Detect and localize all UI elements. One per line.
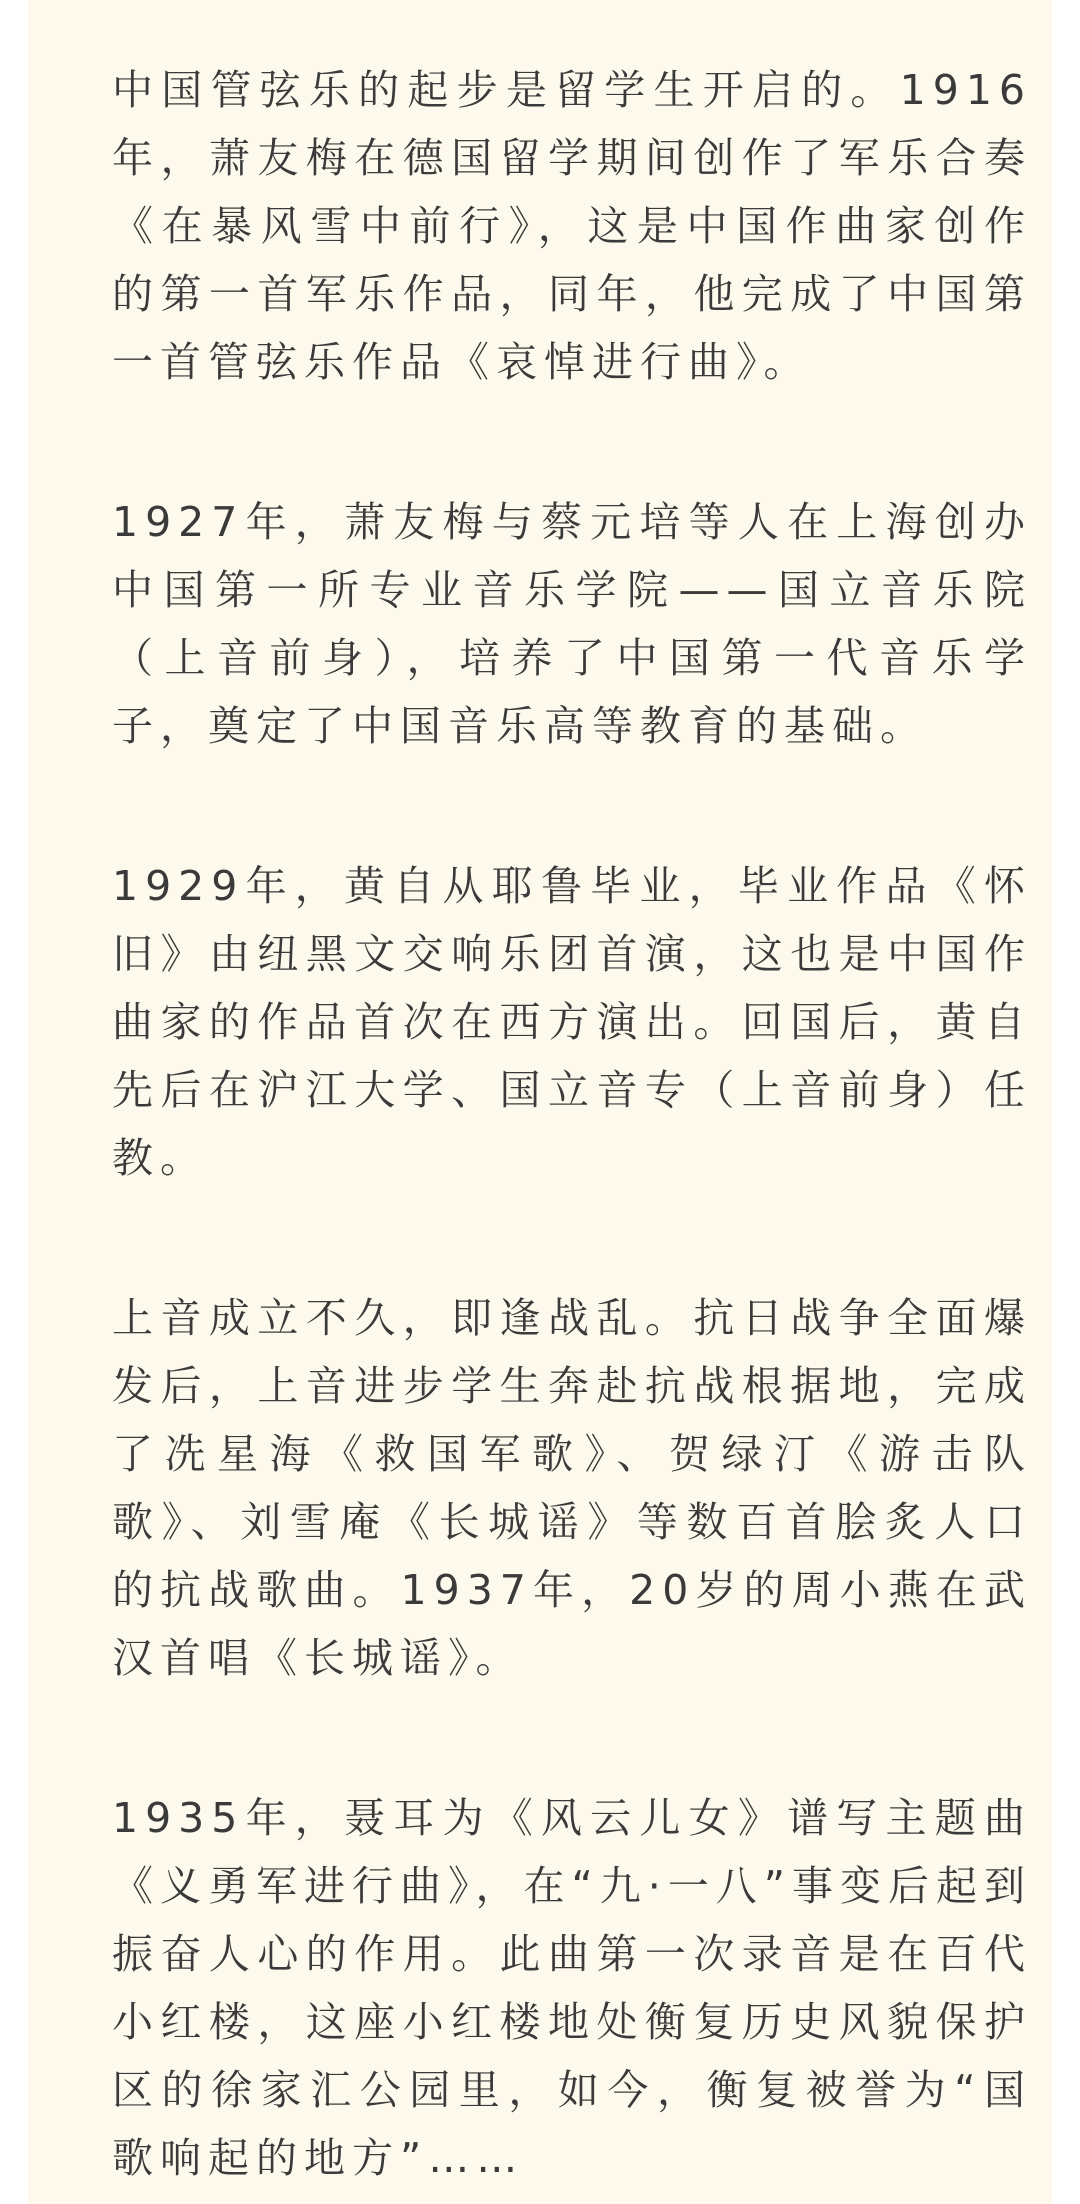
paragraph-1: 中国管弦乐的起步是留学生开启的。1916年，萧友梅在德国留学期间创作了军乐合奏《在暴风雪中前行》，这是中国作曲家创作的第一首军乐作品，同年，他完成了中国第一首管弦乐作品《哀悼进行曲》。 [112,66,1032,386]
paragraph-3: 1929年，黄自从耶鲁毕业，毕业作品《怀旧》由纽黑文交响乐团首演，这也是中国作曲家的作品首次在西方演出。回国后，黄自先后在沪江大学、国立音专（上音前身）任教。 [112,862,1032,1182]
paragraph-5: 1935年，聂耳为《风云儿女》谱写主题曲《义勇军进行曲》，在“九·一八”事变后起到振奋人心的作用。此曲第一次录音是在百代小红楼，这座小红楼地处衡复历史风貌保护区的徐家汇公园里，如今，衡复被誉为“国歌响起的地方”…… [112,1794,1033,2182]
article-body [112,56,1032,2192]
paragraph-2: 1927年，萧友梅与蔡元培等人在上海创办中国第一所专业音乐学院——国立音乐院（上音前身），培养了中国第一代音乐学子，奠定了中国音乐高等教育的基础。 [112,498,1032,750]
paragraph-4: 上音成立不久，即逢战乱。抗日战争全面爆发后，上音进步学生奔赴抗战根据地，完成了冼星海《救国军歌》、贺绿汀《游击队歌》、刘雪庵《长城谣》等数百首脍炙人口的抗战歌曲。1937年，20岁的周小燕在武汉首唱《长城谣》。 [112,1294,1032,1682]
article-card [28,0,1052,2204]
